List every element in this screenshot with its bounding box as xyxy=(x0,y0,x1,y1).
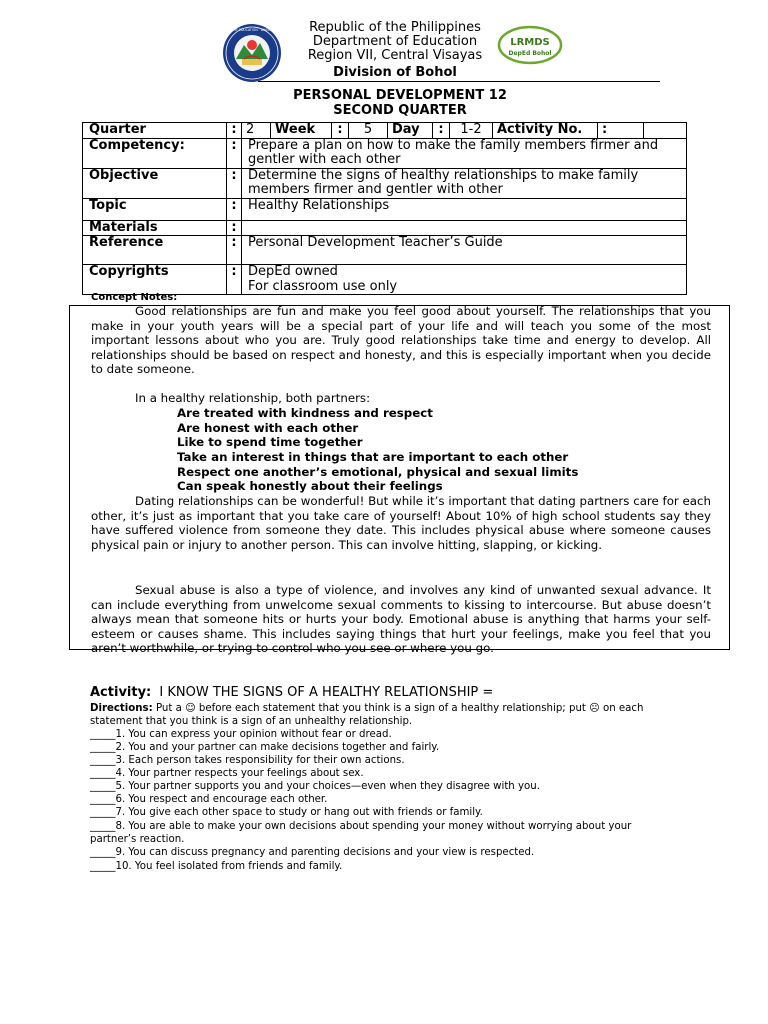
activity-item: partner’s reaction. xyxy=(90,834,185,845)
reference-value: Personal Development Teacher’s Guide xyxy=(242,236,687,265)
concept-paragraph-2: Dating relationships can be wonderful! But while it’s important that dating partners care for each other, it’s just as important that you take care of yourself! About 10% of high school students say they have suffered violence from someone they date. This includes physical abuse where someone causes physical pain or injury to another person. This can involve hitting, slapping, or kicking. xyxy=(91,494,711,552)
info-row-topic xyxy=(83,198,687,220)
objective-value: Determine the signs of healthy relationships to make family members firmer and gentler with other xyxy=(242,168,687,198)
seal-ring-text: DEPARTMENT OF EDUCATION · DIVISION OF BOHOL xyxy=(211,28,293,32)
materials-colon: : xyxy=(227,220,242,236)
quarter-colon: : xyxy=(227,123,242,138)
lrmds-logo xyxy=(497,25,563,65)
concept-paragraph-1: Good relationships are fun and make you feel good about yourself. The relationships that you make in your youth years will be a special part of your life and will teach you some of the most important lessons about who you are. Truly good relationships take time and energy to develop. All relationships should be based on respect and honesty, and this is especially important when you decide to date someone. xyxy=(91,304,711,377)
materials-label: Materials xyxy=(83,220,227,236)
materials-value xyxy=(242,220,687,236)
bullet-item xyxy=(177,465,578,480)
activity-item: _____6. You respect and encourage each other. xyxy=(90,794,328,805)
day-label: Day xyxy=(388,123,433,138)
header-divider xyxy=(258,81,660,82)
objective-label: Objective xyxy=(83,168,227,198)
doc-subtitle: SECOND QUARTER xyxy=(333,103,467,118)
directions-line-2: statement that you think is a sign of an unhealthy relationship. xyxy=(90,716,413,727)
activity-label: Activity: xyxy=(90,685,152,700)
activity-item: _____9. You can discuss pregnancy and parenting decisions and your view is respected. xyxy=(90,847,535,858)
topic-colon: : xyxy=(227,198,242,220)
activity-no-colon: : xyxy=(602,122,608,137)
objective-colon: : xyxy=(227,168,242,198)
copyrights-value-line2: For classroom use only xyxy=(248,278,398,294)
activity-item: _____10. You feel isolated from friends and family. xyxy=(90,861,343,872)
lrmds-logo-text: LRMDS xyxy=(510,37,550,48)
info-row-reference xyxy=(83,236,687,265)
bullet-text: Can speak honestly about their feelings xyxy=(177,479,443,493)
day-colon: : xyxy=(433,123,450,138)
copyrights-label: Copyrights xyxy=(83,265,227,295)
info-row-quarter xyxy=(83,123,687,139)
bullet-text: Are treated with kindness and respect xyxy=(177,406,433,420)
bullet-item xyxy=(177,450,568,465)
activity-item: _____2. You and your partner can make decisions together and fairly. xyxy=(90,742,440,753)
directions-line-1 xyxy=(90,702,643,715)
lesson-info-table xyxy=(82,122,687,295)
bullet-item xyxy=(177,406,433,421)
bullet-text: Respect one another’s emotional, physical and sexual limits xyxy=(177,465,579,479)
activity-item: _____1. You can express your opinion without fear or dread. xyxy=(90,729,392,740)
activity-item: _____8. You are able to make your own decisions about spending your money without worrying about your xyxy=(90,821,632,832)
week-label: Week xyxy=(271,123,332,138)
reference-label: Reference xyxy=(83,236,227,265)
reference-colon: : xyxy=(227,236,242,265)
header-department: Department of Education xyxy=(312,34,478,49)
week-value: 5 xyxy=(349,123,388,138)
header-region: Region VII, Central Visayas xyxy=(307,48,483,63)
copyrights-value xyxy=(242,265,687,295)
topic-label: Topic xyxy=(83,198,227,220)
week-colon: : xyxy=(332,123,349,138)
topic-value: Healthy Relationships xyxy=(242,198,687,220)
bullet-item xyxy=(177,421,358,436)
competency-label: Competency: xyxy=(83,138,227,168)
bullet-text: Like to spend time together xyxy=(177,435,363,449)
competency-colon: : xyxy=(227,138,242,168)
bullet-item xyxy=(177,479,443,494)
lrmds-logo-subtext: DepEd Bohol xyxy=(508,50,552,57)
day-value: 1-2 xyxy=(450,123,493,138)
info-row-copyrights xyxy=(83,265,687,295)
info-row-objective xyxy=(83,168,687,198)
concept-intro: In a healthy relationship, both partners: xyxy=(135,391,371,405)
copyrights-value-line1: DepEd owned xyxy=(248,264,338,279)
quarter-label: Quarter xyxy=(83,123,227,138)
quarter-value: 2 xyxy=(242,123,271,138)
header-division: Division of Bohol xyxy=(333,65,457,80)
activity-item: _____7. You give each other space to study or hang out with friends or family. xyxy=(90,807,483,818)
activity-no-label: Activity No. xyxy=(493,123,598,138)
directions-text-1: Put a ☺ before each statement that you think is a sign of a healthy relationship; put ☹ on each xyxy=(155,703,644,714)
deped-seal xyxy=(211,23,293,83)
header-republic: Republic of the Philippines xyxy=(309,20,481,35)
activity-item: _____5. Your partner supports you and your choices—even when they disagree with you. xyxy=(90,781,540,792)
activity-item: _____3. Each person takes responsibility for their own actions. xyxy=(90,755,405,766)
directions-label: Directions: xyxy=(90,703,153,714)
info-row-materials xyxy=(83,220,687,236)
bullet-text: Are honest with each other xyxy=(177,421,359,435)
activity-heading xyxy=(90,685,493,700)
bullet-item xyxy=(177,435,363,450)
competency-value: Prepare a plan on how to make the family members firmer and gentler with each other xyxy=(242,138,687,168)
info-row-competency xyxy=(83,138,687,168)
concept-paragraph-3: Sexual abuse is also a type of violence, and involves any kind of unwanted sexual advance. It can include everything from unwelcome sexual comments to kissing to intercourse. But abuse doesn’t always mean that someone hits or hurts your body. Emotional abuse is anything that harms your self-esteem or causes shame. This includes saying things that hurt your feelings, make you feel that you aren’t worthwhile, or trying to control who you see or where you go. xyxy=(91,583,711,656)
doc-title: PERSONAL DEVELOPMENT 12 xyxy=(293,88,507,103)
activity-item: _____4. Your partner respects your feelings about sex. xyxy=(90,768,364,779)
concept-notes-label: Concept Notes: xyxy=(91,292,178,303)
activity-title: I KNOW THE SIGNS OF A HEALTHY RELATIONSHIP = xyxy=(159,685,494,700)
copyrights-colon: : xyxy=(227,265,242,295)
bullet-text: Take an interest in things that are important to each other xyxy=(177,450,569,464)
